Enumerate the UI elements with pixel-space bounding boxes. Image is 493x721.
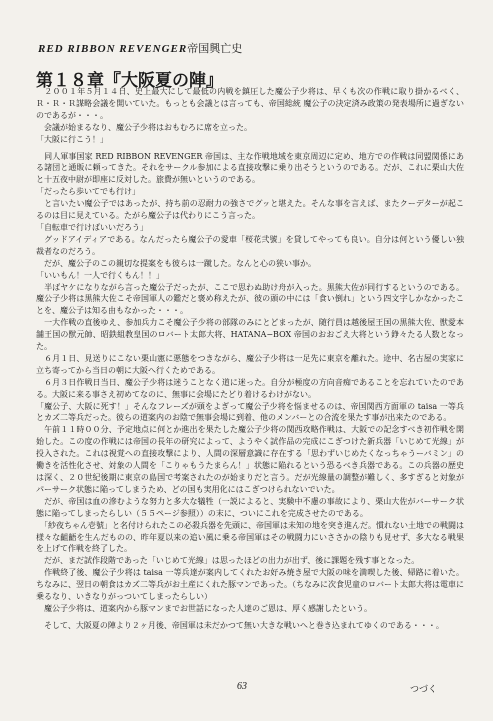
paragraph: 「魔公子、大阪に死す！」そんなフレーズが頭をよぎって魔公子少将を悩ませるのは、帝国関西方面軍の taisa 一等兵とカズ二等兵だった。彼らの道案内のお陰で無事会場に到着、他のメンバーとの合流を果たす事が出来たのである。 bbox=[36, 401, 464, 423]
paragraph: 同人軍事国家 RED RIBBON REVENGER 帝国は、主な作戦地域を東京周辺に定め、地方での作戦は同盟関係にある諸団と通販に頼ってきた。それをサークル参加による直接攻撃に乗り出そうというのである。だが、これに栗山大佐と十五夜中尉が即座に反対した。旅費が無いというのである。 bbox=[36, 151, 464, 185]
paragraph: 作戦終了後、魔公子少将は taisa 一等兵達が案内してくれたお好み焼き屋で大阪の味を満喫した後、帰路に着いた。ちなみに、翌日の朝食はカズ二等兵がお土産にくれた豚マンであった。（ちなみに次食児童のロバート太郎大将は電車に乗るなり、いきなりがっついてしまったらしい） bbox=[36, 568, 464, 602]
chapter-title: 第１８章『大阪夏の陣』 bbox=[36, 71, 223, 91]
paragraph: 「だったら歩いてでも行け」 bbox=[36, 187, 140, 197]
header-title-jp: 帝国興亡史 bbox=[187, 43, 243, 55]
paragraph: 「いいもん！一人で行くもん！！」 bbox=[36, 270, 164, 280]
paragraph: 「大阪に行こう！」 bbox=[36, 134, 108, 144]
paragraph: だが、魔公子のこの親切な提案をも彼らは一蹴した。なんと心の狭い事か。 bbox=[36, 258, 316, 268]
paragraph: と言いたい魔公子ではあったが、持ち前の忍耐力の強さでグッと堪えた。そんな事を言えば、またクーデターが起こるのは目に見えている。たがら魔公子は代わりにこう言った。 bbox=[36, 199, 464, 221]
paragraph: だが、まだ試作段階であった「いじめて光線」は思ったほどの出力が出ず、後に課題を残す事となった。 bbox=[36, 556, 420, 566]
paragraph: ２００１年５月１４日、史上最大にして最低の内戦を鎮圧した魔公子少将は、早くも次の作戦に取り掛かるべく、Ｒ・Ｒ・Ｒ謀略会議を開いていた。もっとも会議とは言っても、帝国総統 魔公子の決定済み政策の発表場所に過ぎないのであるが・・・。 bbox=[36, 87, 464, 120]
paragraph: 会議が始まるなり、魔公子少将はおもむろに席を立った。 bbox=[36, 122, 252, 132]
paragraph: 魔公子少将は、道案内から豚マンまでお世話になった人達のご恩は、厚く感謝したという。 bbox=[36, 603, 372, 613]
paragraph: 「自転車で行けばいいだろう」 bbox=[36, 222, 148, 232]
paragraph: ６月１日、見送りにこない栗山憲に悪態をつきながら、魔公子少将は一足先に東京を離れた。途中、名古屋の実家に立ち寄ってから当日の朝に大阪へ行くためである。 bbox=[36, 353, 464, 375]
paragraph: ６月３日作戦日当日、魔公子少将は迷うことなく道に迷った。自分が極度の方向音痴であることを忘れていたのである。大阪に来る事さえ初めてなのに、無事に会場にたどり着けるわけがない。 bbox=[36, 377, 464, 399]
paragraph: 「紗夜ちゃん壱號」と名付けられたこの必殺兵器を先頭に、帝国軍は未知の地を突き進んだ。慣れない土地での戦闘は様々な齟齬を生んだものの、昨年夏以来の追い風に乗る帝国軍はその戦闘力にいささかの陰りも見せず、多大なる戦果を上げて作戦を終了した。 bbox=[36, 520, 464, 554]
continued-note: つづく bbox=[410, 685, 438, 695]
body-text bbox=[36, 86, 464, 632]
running-header bbox=[38, 40, 478, 56]
paragraph: グッドアイディアである。なんだったら魔公子の愛車「桜花弐號」を貸してやっても良い。自分は何という優しい独裁者なのだろう。 bbox=[36, 234, 464, 256]
paragraph: 半ばヤケになりながら言った魔公子だったが、ここで思わぬ助け舟が入った。黒熊大佐が同行するというのである。魔公子少将は黒熊大佐こそ帝国軍人の鑑だと褒め称えたが、彼の頭の中には「食い倒れ」という四文字しかなかったことを、魔公子は知る由もなかった・・・。 bbox=[36, 282, 464, 316]
paragraph: そして、大阪夏の陣より２ヶ月後、帝国軍は未だかつて無い大きな戦いへと巻き込まれてゆくのである・・・。 bbox=[36, 620, 444, 630]
paragraph: 一大作戦の直後ゆえ、参加兵力こそ魔公子少将の部隊のみにとどまったが、随行員は越後屋王国の黒熊大佐、獣愛本舗王国の獣元帥、昭鉄組教皇国のロバート太郎大将、HATANA−BOX 帝国のおおごえ大将という錚々たる人数となった。 bbox=[36, 318, 464, 352]
header-title-en: RED RIBBON REVENGER bbox=[38, 43, 188, 55]
paragraph: 午前１１時００分、予定地点に何とか進出を果たした魔公子少将の関西攻略作戦は、大阪での記念すべき初作戦を開始した。この度の作戦には帝国の長年の研究によって、ようやく試作品の完成にこぎつけた新兵器「いじめて光線」が投入された。これは視覚への直接攻撃により、人間の深層意識に存在する「思わずいじめたくなっちゃうーバミン」の働きを活性化させ、対象の人間を「こりゃもうたまらん！」状態に陥れるという恐るべき兵器である。この兵器の歴史は深く、２０世紀後期に東京の島国で考案されたのが始まりだと言う。だが光線量の調整が難しく、多すぎると対象がパーサーク状態に陥ってしまうため、どの国も実用化にはこぎつけられないでいた。 bbox=[36, 425, 464, 494]
paragraph: だが、帝国は血の滲むような努力と多大な犠牲（一説によると、実験中不慮の事故により、栗山大佐がバーサーク状態に陥ってしまったらしい（５５ページ参照））の末に、ついにこれを完成させたのである。 bbox=[36, 496, 464, 518]
page-number: 63 bbox=[237, 681, 247, 692]
